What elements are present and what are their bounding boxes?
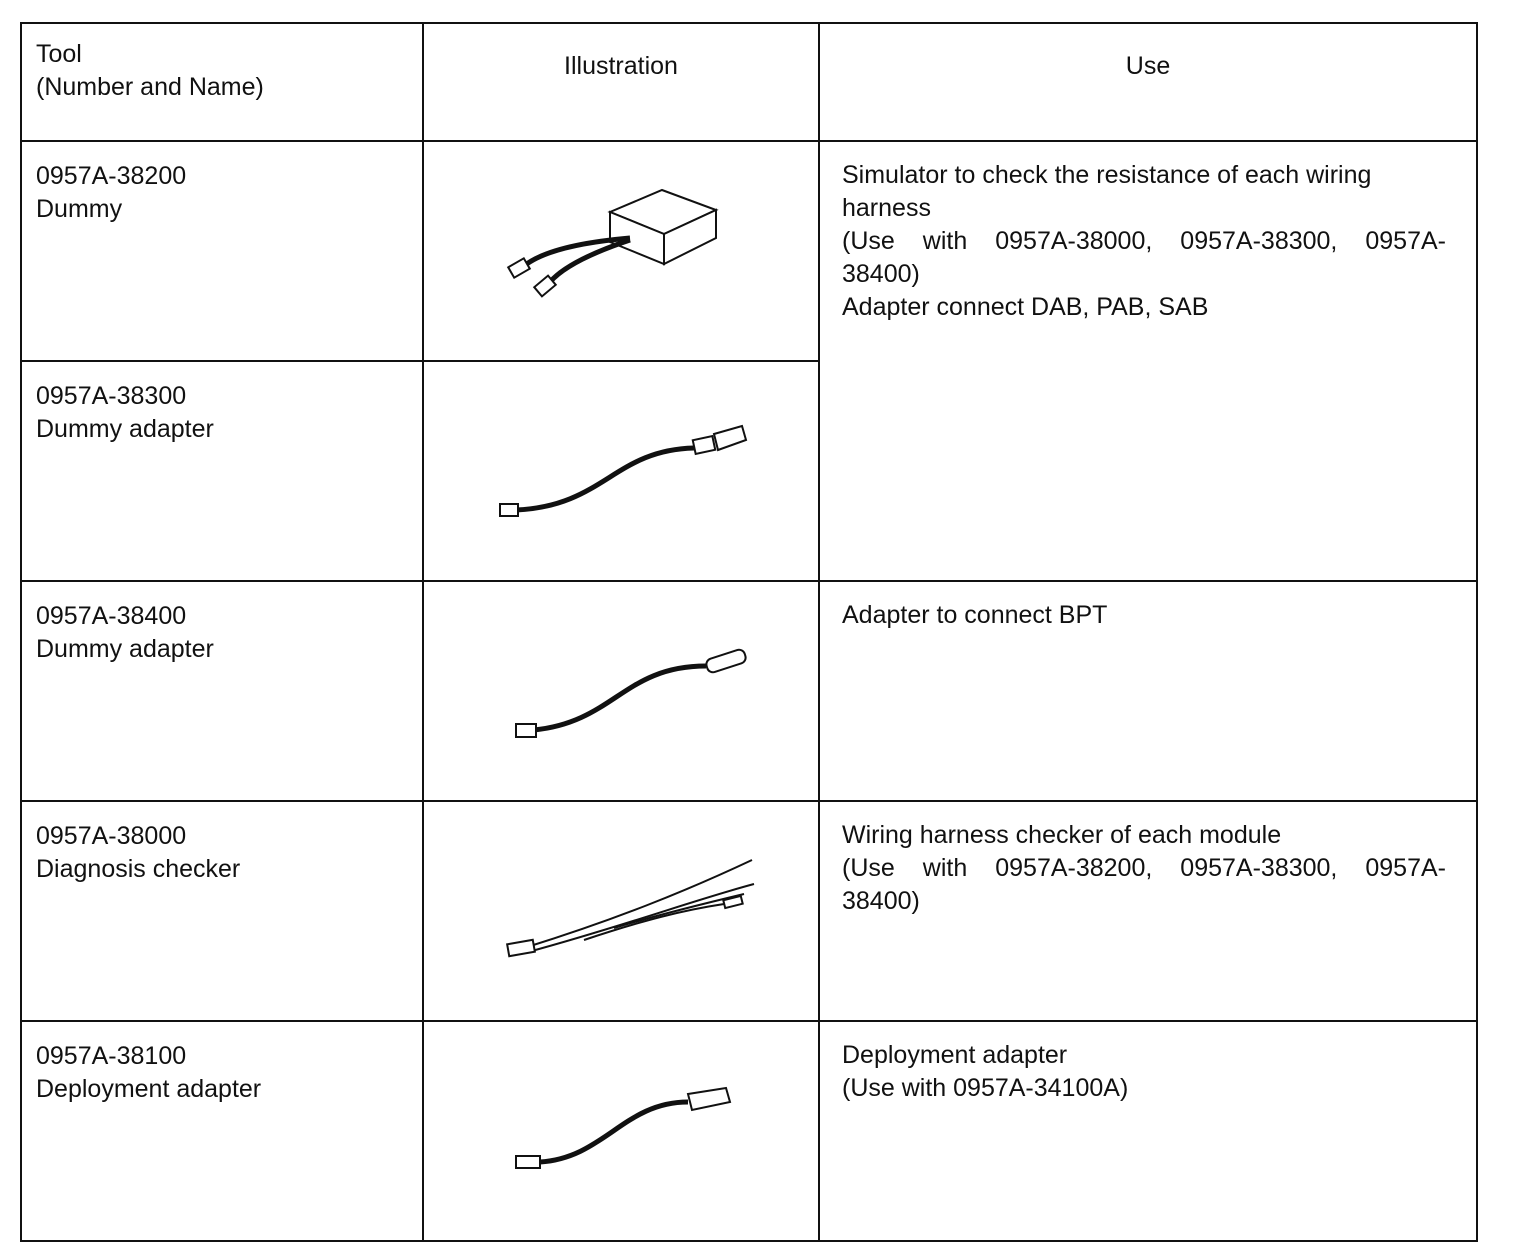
illustration-cell	[423, 361, 819, 581]
header-row	[21, 23, 1477, 141]
special-tools-table	[20, 22, 1478, 1242]
use-line: 38400)	[842, 260, 920, 288]
tool-cell	[21, 361, 423, 581]
use-cell	[819, 581, 1477, 801]
use-line: Deployment adapter	[842, 1041, 1068, 1069]
use-line: Adapter to connect BPT	[842, 601, 1108, 629]
table-row	[21, 1021, 1477, 1241]
illustration-cell	[423, 141, 819, 361]
use-line: Adapter connect DAB, PAB, SAB	[842, 293, 1209, 321]
tool-cell	[21, 141, 423, 361]
illustration-cell	[423, 801, 819, 1021]
header-illustration: Illustration	[423, 23, 819, 141]
use-line: 38400)	[842, 887, 920, 915]
header-tool-line1: Tool	[36, 40, 82, 68]
checker-harness-icon	[424, 802, 820, 1002]
tool-cell	[21, 581, 423, 801]
use-line: Wiring harness checker of each module	[842, 821, 1282, 849]
table-row	[21, 581, 1477, 801]
adapter-bullet-cable-icon	[424, 582, 820, 782]
header-use: Use	[819, 23, 1477, 141]
tool-name: Dummy adapter	[36, 415, 214, 443]
use-cell	[819, 141, 1477, 581]
use-line: harness	[842, 194, 931, 222]
deployment-adapter-icon	[424, 1022, 820, 1222]
tool-number: 0957A-38300	[36, 382, 187, 410]
use-line: Simulator to check the resistance of each wiring	[842, 161, 1372, 189]
use-line: (Use with 0957A-34100A)	[842, 1074, 1129, 1102]
tool-number: 0957A-38000	[36, 822, 187, 850]
tool-number: 0957A-38400	[36, 602, 187, 630]
tool-cell	[21, 1021, 423, 1241]
table-row	[21, 801, 1477, 1021]
illustration-cell	[423, 1021, 819, 1241]
illustration-cell	[423, 581, 819, 801]
dummy-box-icon	[424, 142, 820, 342]
use-line: (Use with 0957A-38000, 0957A-38300, 0957A-	[842, 227, 1446, 255]
tool-number: 0957A-38200	[36, 162, 187, 190]
tool-name: Dummy	[36, 195, 123, 223]
table-row	[21, 141, 1477, 361]
header-tool	[21, 23, 423, 141]
tool-name: Diagnosis checker	[36, 855, 241, 883]
tool-name: Dummy adapter	[36, 635, 214, 663]
tool-cell	[21, 801, 423, 1021]
use-cell	[819, 1021, 1477, 1241]
tool-number: 0957A-38100	[36, 1042, 187, 1070]
use-cell	[819, 801, 1477, 1021]
use-line: (Use with 0957A-38200, 0957A-38300, 0957A-	[842, 854, 1446, 882]
header-tool-line2: (Number and Name)	[36, 73, 264, 101]
tool-name: Deployment adapter	[36, 1075, 262, 1103]
adapter-cable-icon	[424, 362, 820, 562]
